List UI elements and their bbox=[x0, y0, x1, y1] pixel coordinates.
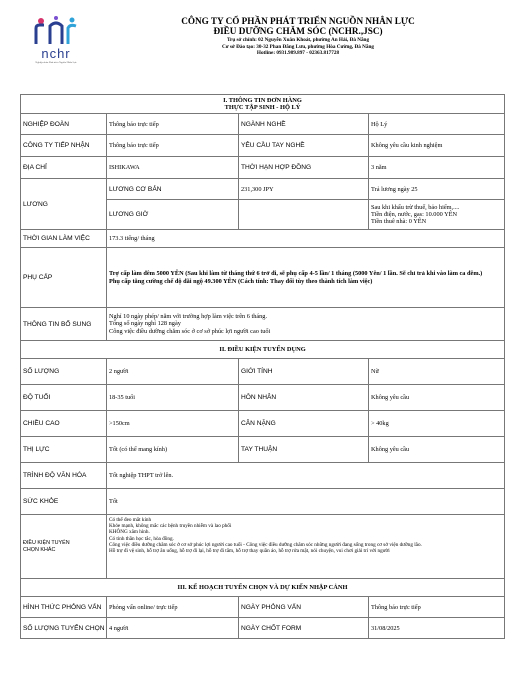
thi-luc-value: Tốt (có thể mang kính) bbox=[107, 437, 239, 463]
bo-sung-line-1: Nghỉ 10 ngày phép/ năm với trường hợp làm việc trên 6 tháng. bbox=[109, 313, 268, 321]
suc-khoe-value: Tốt bbox=[107, 489, 505, 515]
bo-sung-label: THÔNG TIN BỔ SUNG bbox=[21, 308, 107, 341]
section1-title-line1: I. THÔNG TIN ĐƠN HÀNG bbox=[223, 96, 302, 104]
suc-khoe-label: SỨC KHỎE bbox=[21, 489, 107, 515]
luong-gio-value bbox=[239, 200, 369, 230]
luong-notes bbox=[369, 200, 505, 230]
dieu-kien-line: Có tinh thần học tắc, hòa đồng. bbox=[109, 535, 174, 542]
table-row bbox=[21, 179, 505, 200]
luong-co-ban-value: 231,300 JPY bbox=[239, 179, 369, 200]
phu-cap-line-1: Trợ cấp làm đêm 5000 YÊN (Sau khi làm từ tháng thứ 6 trở đi, sẽ phụ cấp 4-5 lần/ 1 tháng (5000 Yên/ 1 lần. Sẽ chỉ trả khi vào làm ca đêm.) bbox=[109, 270, 483, 278]
dieu-kien-line: Công việc điều dưỡng chăm sóc ở cơ sở phúc lợi người cao tuổi - Công việc điều dưỡng chăm sóc những người đang sống trong cơ sở viện dưỡng lão. bbox=[109, 541, 422, 548]
phu-cap-value bbox=[107, 248, 505, 308]
section1-title bbox=[21, 95, 505, 114]
can-nang-label: CÂN NẶNG bbox=[239, 411, 369, 437]
chieu-cao-value: >150cm bbox=[107, 411, 239, 437]
table-row bbox=[21, 230, 505, 248]
nghiep-doan-value: Thông báo trực tiếp bbox=[107, 114, 239, 135]
ngay-chot-label: NGÀY CHỐT FORM bbox=[239, 618, 369, 639]
so-luong-tc-label: SỐ LƯỢNG TUYỂN CHỌN bbox=[21, 618, 107, 639]
phu-cap-line-2: Phụ cấp tăng cường chế độ đãi ngộ 49.300 YÊN (Cách tính: Thay đổi tùy theo thành tích làm việc) bbox=[109, 277, 373, 285]
hon-nhan-label: HÔN NHÂN bbox=[239, 385, 369, 411]
trinh-do-value: Tốt nghiệp THPT trở lên. bbox=[107, 463, 505, 489]
table-row bbox=[21, 359, 505, 385]
table-row bbox=[21, 385, 505, 411]
nganh-nghe-label: NGÀNH NGHỀ bbox=[239, 114, 369, 135]
table-row bbox=[21, 463, 505, 489]
thoi-han-value: 3 năm bbox=[369, 157, 505, 179]
job-order-table bbox=[20, 94, 505, 639]
logo-mark-icon bbox=[32, 14, 80, 48]
do-tuoi-label: ĐỘ TUỔI bbox=[21, 385, 107, 411]
table-row bbox=[21, 157, 505, 179]
ngay-pv-label: NGÀY PHỎNG VẤN bbox=[239, 597, 369, 618]
table-row bbox=[21, 597, 505, 618]
dieu-kien-line: Hỗ trợ đi vệ sinh, hỗ trợ ăn uống, hỗ trợ đi lại, hỗ trợ đi tắm, hỗ trợ thay quần áo, hỗ trợ rửa mặt, nói chuyện, vui chơi giải trí với người bbox=[109, 548, 390, 555]
dieu-kien-line: Có thể đeo mắt kính bbox=[109, 517, 152, 523]
tay-thuan-label: TAY THUẬN bbox=[239, 437, 369, 463]
bo-sung-line-2: Tổng số ngày nghỉ 128 ngày bbox=[109, 320, 181, 328]
section3-header-row bbox=[21, 579, 505, 597]
luong-note-3: Tiền thuê nhà: 0 YÊN bbox=[371, 218, 427, 226]
table-row bbox=[21, 411, 505, 437]
nghiep-doan-label: NGHIỆP ĐOÀN bbox=[21, 114, 107, 135]
thoi-gian-label: THỜI GIAN LÀM VIỆC bbox=[21, 230, 107, 248]
so-luong-value: 2 người bbox=[107, 359, 239, 385]
luong-gio-label: LƯƠNG GIỜ bbox=[107, 200, 239, 230]
table-row bbox=[21, 308, 505, 341]
cong-ty-label: CÔNG TY TIẾP NHẬN bbox=[21, 135, 107, 157]
table-row bbox=[21, 248, 505, 308]
gioi-tinh-label: GIỚI TÍNH bbox=[239, 359, 369, 385]
dieu-kien-line: Khỏe mạnh, không mắc các bệnh truyền nhiễm và lao phổi bbox=[109, 523, 232, 530]
phu-cap-label: PHỤ CẤP bbox=[21, 248, 107, 308]
section1-title-line2: THỰC TẬP SINH - HỘ LÝ bbox=[224, 104, 301, 111]
section1-header-row bbox=[21, 95, 505, 114]
table-row bbox=[21, 515, 505, 579]
luong-co-ban-label: LƯƠNG CƠ BẢN bbox=[107, 179, 239, 200]
company-name-line2: ĐIỀU DƯỠNG CHĂM SÓC (NCHR.,JSC) bbox=[213, 26, 383, 36]
dieu-kien-label-line1: ĐIỀU KIỆN TUYỂN bbox=[23, 539, 70, 546]
company-logo bbox=[20, 14, 92, 86]
table-row bbox=[21, 114, 505, 135]
section3-title: III. KẾ HOẠCH TUYỂN CHỌN VÀ DỰ KIẾN NHẬP CẢNH bbox=[21, 579, 505, 597]
dia-chi-value: ISHIKAWA bbox=[107, 157, 239, 179]
hon-nhan-value: Không yêu cầu bbox=[369, 385, 505, 411]
table-row bbox=[21, 437, 505, 463]
table-row bbox=[21, 489, 505, 515]
luong-note-1: Sau khi khấu trừ thuế, bảo hiểm,.... bbox=[371, 203, 460, 211]
company-address-main: Trụ sở chính: 02 Nguyễn Xuân Khoát, phường An Hải, Đà Nẵng bbox=[226, 37, 370, 43]
company-hotline: Hotline: 0931.989.897 - 02363.817728 bbox=[256, 50, 340, 57]
company-name-line1: CÔNG TY CỔ PHẦN PHÁT TRIỂN NGUỒN NHÂN LỰC bbox=[181, 16, 415, 26]
dieu-kien-line: KHÔNG xăm hình. bbox=[109, 529, 150, 536]
trinh-do-label: TRÌNH ĐỘ VĂN HÓA bbox=[21, 463, 107, 489]
letterhead bbox=[20, 14, 504, 86]
so-luong-tc-value: 4 người bbox=[107, 618, 239, 639]
tra-luong-value: Trả lương ngày 25 bbox=[369, 179, 505, 200]
section2-title: II. ĐIỀU KIỆN TUYỂN DỤNG bbox=[21, 341, 505, 359]
hinh-thuc-label: HÌNH THỨC PHỎNG VẤN bbox=[21, 597, 107, 618]
thi-luc-label: THỊ LỰC bbox=[21, 437, 107, 463]
ngay-pv-value: Thông báo trực tiếp bbox=[369, 597, 505, 618]
ngay-chot-value: 31/08/2025 bbox=[369, 618, 505, 639]
dia-chi-label: ĐỊA CHỈ bbox=[21, 157, 107, 179]
dieu-kien-label-line2: CHỌN KHÁC bbox=[23, 546, 56, 553]
thoi-gian-value: 173.3 tiếng/ tháng bbox=[107, 230, 505, 248]
nganh-nghe-value: Hộ Lý bbox=[369, 114, 505, 135]
dieu-kien-label bbox=[21, 515, 107, 579]
section2-header-row bbox=[21, 341, 505, 359]
document-page bbox=[20, 14, 504, 639]
table-row bbox=[21, 618, 505, 639]
yeu-cau-label: YÊU CẦU TAY NGHỀ bbox=[239, 135, 369, 157]
hinh-thuc-value: Phỏng vấn online/ trực tiếp bbox=[107, 597, 239, 618]
logo-tagline: Nghiệp đoàn Phát triển Nguồn Nhân Lực bbox=[35, 61, 77, 64]
company-info bbox=[92, 14, 504, 86]
table-row bbox=[21, 135, 505, 157]
so-luong-label: SỐ LƯỢNG bbox=[21, 359, 107, 385]
do-tuoi-value: 18-35 tuổi bbox=[107, 385, 239, 411]
gioi-tinh-value: Nữ bbox=[369, 359, 505, 385]
thoi-han-label: THỜI HẠN HỢP ĐỒNG bbox=[239, 157, 369, 179]
luong-label: LƯƠNG bbox=[21, 179, 107, 230]
cong-ty-value: Thông báo trực tiếp bbox=[107, 135, 239, 157]
chieu-cao-label: CHIỀU CAO bbox=[21, 411, 107, 437]
dieu-kien-value bbox=[107, 515, 505, 579]
logo-wordmark: nchr bbox=[41, 46, 71, 61]
company-address-training: Cơ sở Đào tạo: 30-32 Phan Đăng Lưu, phường Hòa Cường, Đà Nẵng bbox=[222, 43, 374, 50]
can-nang-value: > 40kg bbox=[369, 411, 505, 437]
luong-note-2: Tiền điện, nước, gas: 10.000 YÊN bbox=[371, 210, 458, 218]
tay-thuan-value: Không yêu cầu bbox=[369, 437, 505, 463]
bo-sung-line-3: Công việc điều dưỡng chăm sóc ở cơ sở phúc lợi người cao tuổi bbox=[109, 327, 271, 335]
bo-sung-value bbox=[107, 308, 505, 341]
yeu-cau-value: Không yêu cầu kinh nghiệm bbox=[369, 135, 505, 157]
